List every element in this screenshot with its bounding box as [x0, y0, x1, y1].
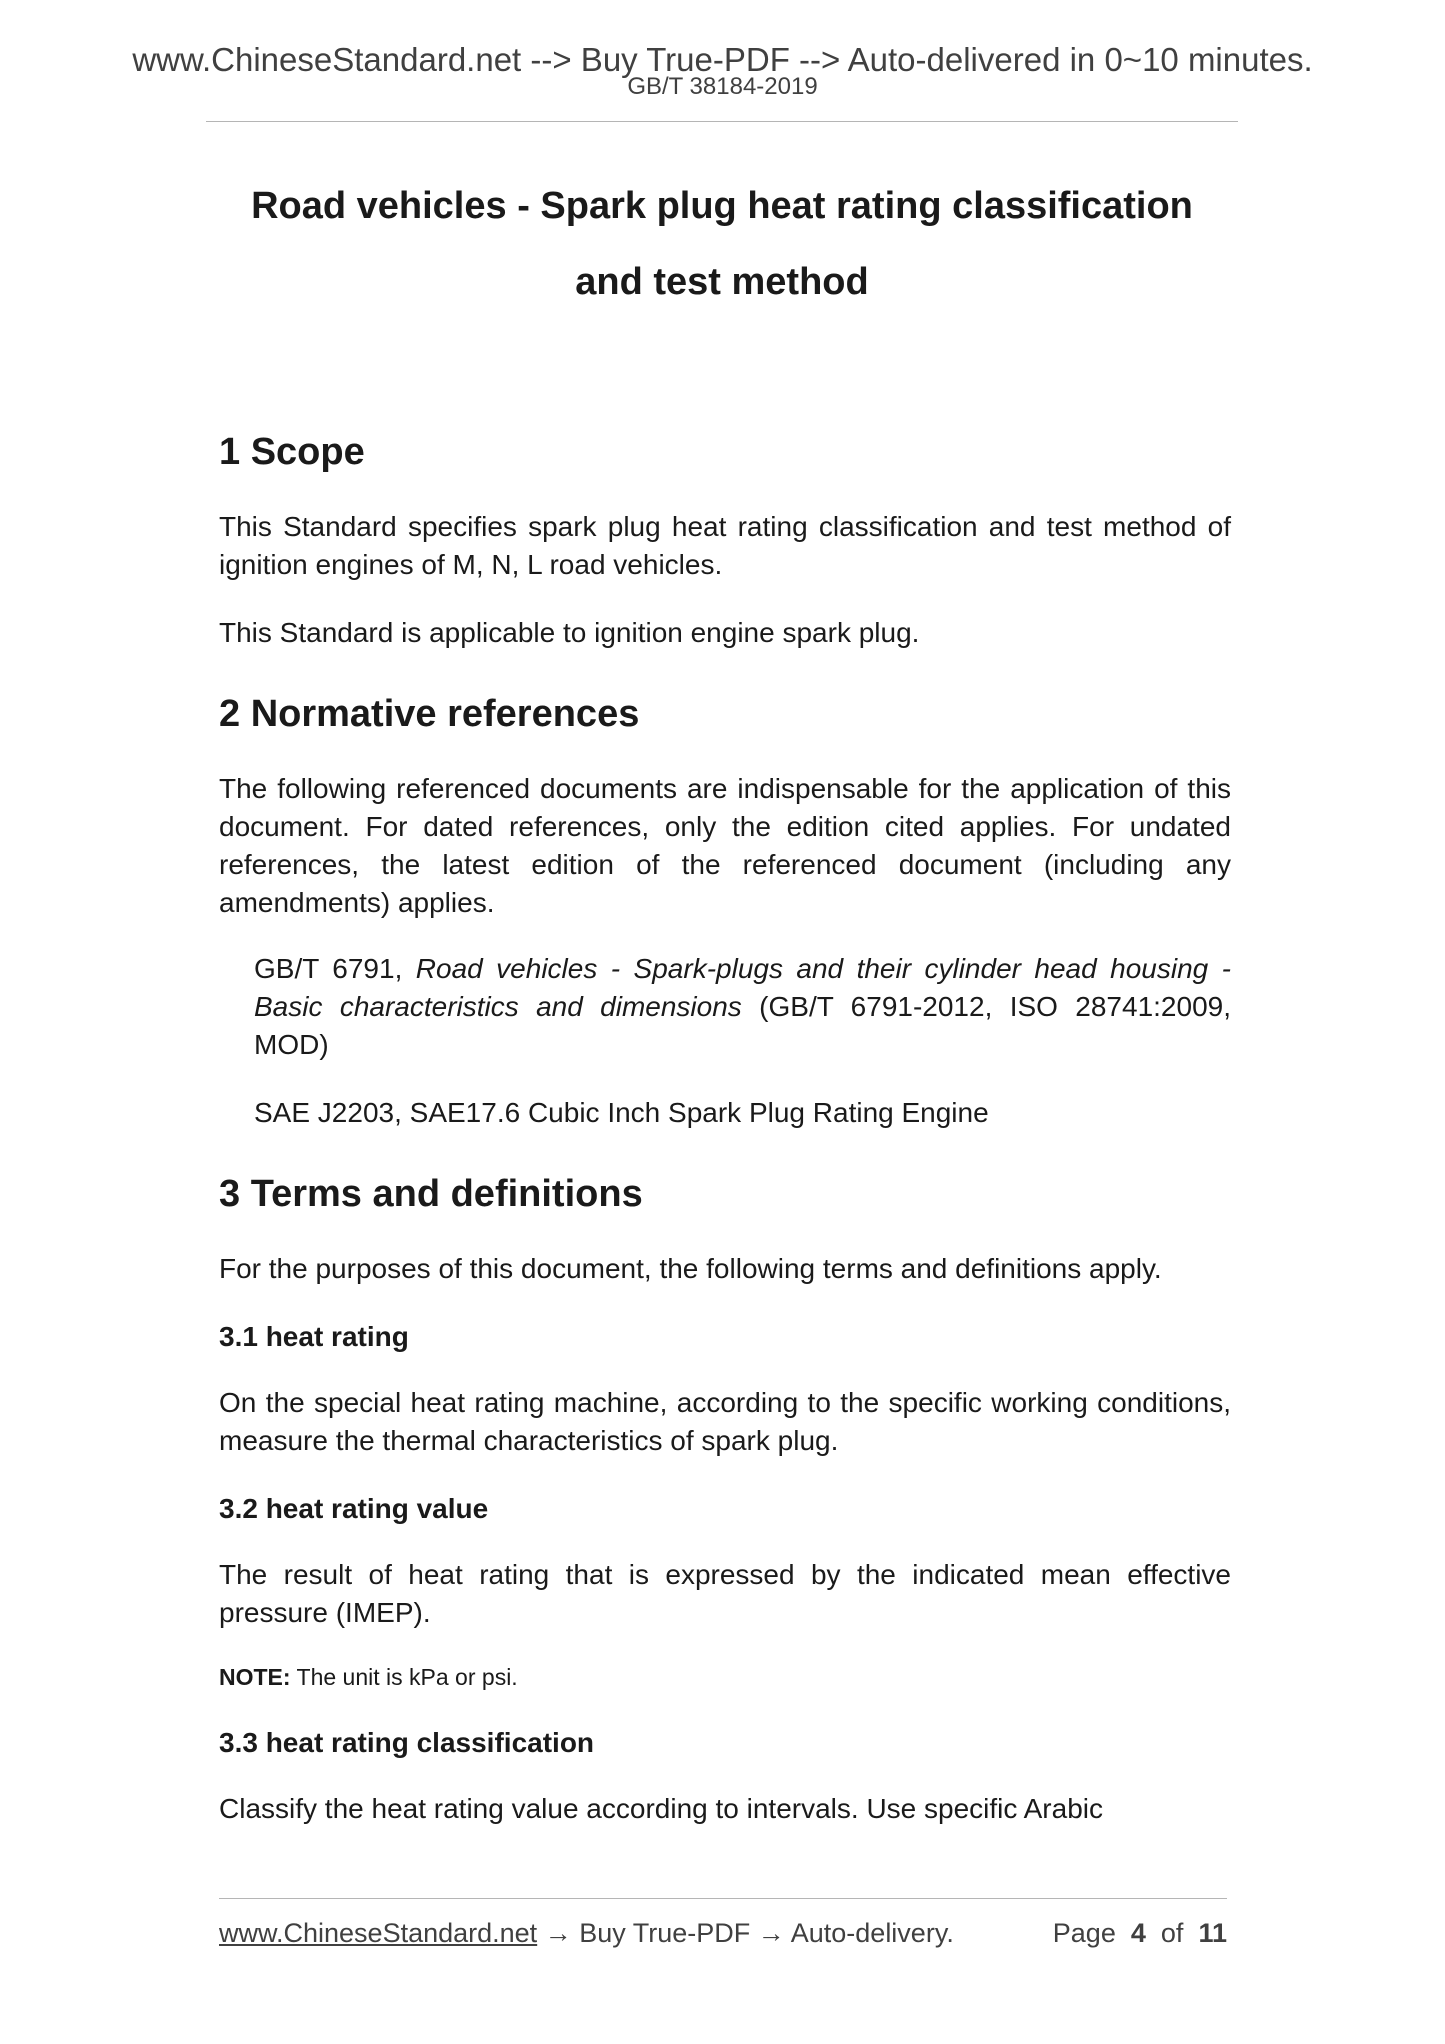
scope-paragraph-1: This Standard specifies spark plug heat rating classification and test method of ignition engines of M, N, L road vehicles.	[219, 511, 1231, 580]
page-indicator	[1053, 1916, 1227, 1950]
term-heat-rating-value-heading: 3.2 heat rating value	[219, 1493, 489, 1524]
term-heat-rating-classification-text: Classify the heat rating value according to intervals. Use specific Arabic	[219, 1793, 1103, 1824]
title-line-2: and test method	[575, 261, 869, 303]
document-body	[219, 424, 1231, 1828]
title-line-1: Road vehicles - Spark plug heat rating classification	[251, 185, 1193, 227]
page-number: 4	[1130, 1918, 1146, 1948]
footer-divider	[219, 1898, 1227, 1899]
note-text: The unit is kPa or psi.	[290, 1664, 518, 1690]
section-terms-heading: 3 Terms and definitions	[219, 1173, 643, 1215]
note	[219, 1660, 1231, 1694]
document-title	[206, 168, 1238, 320]
reference-code: GB/T 6791,	[254, 953, 416, 984]
scope-paragraph-2: This Standard is applicable to ignition engine spark plug.	[219, 617, 920, 648]
page-label: Page	[1052, 1918, 1116, 1948]
reference-sae-j2203: SAE J2203, SAE17.6 Cubic Inch Spark Plug Rating Engine	[254, 1097, 989, 1128]
term-heat-rating-value-text: The result of heat rating that is expressed by the indicated mean effective pressure (IMEP).	[219, 1559, 1231, 1628]
section-normative-heading: 2 Normative references	[219, 693, 640, 735]
page-total: 11	[1198, 1918, 1227, 1948]
term-heat-rating-classification-heading: 3.3 heat rating classification	[219, 1727, 595, 1758]
header-banner: www.ChineseStandard.net --> Buy True-PDF --> Auto-delivered in 0~10 minutes.	[132, 41, 1313, 78]
page-of-label: of	[1160, 1918, 1184, 1948]
term-heat-rating-heading: 3.1 heat rating	[219, 1321, 409, 1352]
terms-intro: For the purposes of this document, the following terms and definitions apply.	[219, 1253, 1162, 1284]
term-heat-rating-text: On the special heat rating machine, according to the specific working conditions, measure the thermal characteristics of spark plug.	[219, 1387, 1231, 1456]
header-divider	[206, 121, 1238, 122]
note-label: NOTE:	[219, 1664, 291, 1690]
reference-title: Road vehicles - Spark-plugs and their cylinder head housing - Basic characteristics and dimensions	[254, 953, 1231, 1022]
section-scope-heading: 1 Scope	[219, 431, 365, 473]
page-footer	[219, 1916, 1227, 1950]
reference-tail: (GB/T 6791-2012, ISO 28741:2009, MOD)	[254, 991, 1231, 1060]
footer-text: → Buy True-PDF → Auto-delivery.	[537, 1918, 954, 1948]
document-id: GB/T 38184-2019	[627, 73, 818, 100]
normative-paragraph: The following referenced documents are indispensable for the application of this document. For dated references, only the edition cited applies. For undated references, the latest edition of the referenced document (including any amendments) applies.	[219, 773, 1231, 918]
reference-gbt-6791	[219, 950, 1231, 1064]
footer-link[interactable]: www.ChineseStandard.net	[219, 1918, 538, 1948]
